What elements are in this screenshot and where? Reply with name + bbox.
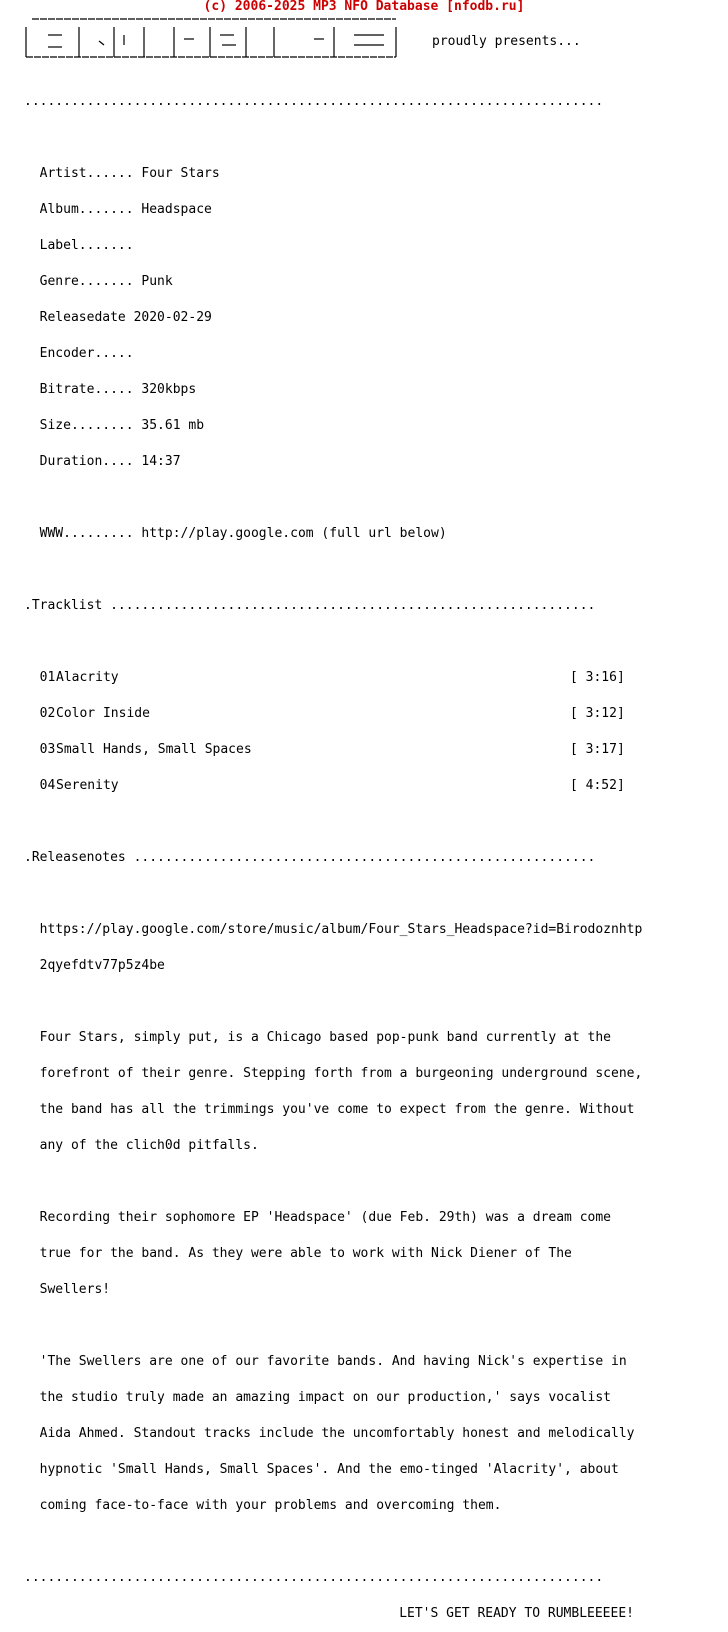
artist-row: Artist...... Four Stars — [39, 166, 220, 181]
paragraph-line: true for the band. As they were able to work with Nick Diener of The — [39, 1246, 572, 1261]
www-row: WWW......... http://play.google.com (full url below) — [39, 526, 447, 541]
bitrate-row: Bitrate..... 320kbps — [39, 382, 197, 397]
track-duration: [ 4:52] — [570, 778, 625, 793]
divider: .......................................................................... — [24, 1570, 604, 1585]
divider: .......................................................................... — [24, 94, 604, 109]
paragraph-line: Aida Ahmed. Standout tracks include the uncomfortably honest and melodically — [39, 1426, 635, 1441]
paragraph-line: any of the clich0d pitfalls. — [39, 1138, 259, 1153]
track-row: 01 Alacrity [ 3:16] — [24, 672, 634, 684]
releasenotes-heading: .Releasenotes ........................................................... — [24, 850, 596, 865]
track-row: 02 Color Inside [ 3:12] — [24, 708, 634, 720]
album-row: Album....... Headspace — [39, 202, 212, 217]
rumble-logo-art — [24, 13, 404, 63]
store-url-line2[interactable]: 2qyefdtv77p5z4be — [39, 958, 165, 973]
track-title: Serenity — [56, 778, 119, 793]
duration-value: 14:37 — [141, 454, 181, 469]
paragraph-line: Recording their sophomore EP 'Headspace' (due Feb. 29th) was a dream come — [39, 1210, 612, 1225]
releasedate-row: Releasedate 2020-02-29 — [39, 310, 212, 325]
duration-row: Duration.... 14:37 — [39, 454, 181, 469]
ascii-logo — [24, 13, 404, 68]
site-header: (c) 2006-2025 MP3 NFO Database [nfodb.ru] — [203, 0, 525, 14]
label-row: Label....... — [39, 238, 134, 253]
artist-value: Four Stars — [141, 166, 220, 181]
track-duration: [ 3:12] — [570, 706, 625, 721]
paragraph-line: hypnotic 'Small Hands, Small Spaces'. And the emo-tinged 'Alacrity', about — [39, 1462, 619, 1477]
genre-value: Punk — [141, 274, 173, 289]
nfo-body — [24, 72, 642, 1632]
store-url-line1[interactable]: https://play.google.com/store/music/album/Four_Stars_Headspace?id=Birodoznhtp — [39, 922, 643, 937]
paragraph-line: 'The Swellers are one of our favorite bands. And having Nick's expertise in — [39, 1354, 627, 1369]
track-title: Alacrity — [56, 670, 119, 685]
bitrate-value: 320kbps — [141, 382, 197, 397]
paragraph-line: Four Stars, simply put, is a Chicago based pop-punk band currently at the — [39, 1030, 612, 1045]
paragraph-line: the studio truly made an amazing impact on our production,' says vocalist — [39, 1390, 612, 1405]
album-value: Headspace — [141, 202, 212, 217]
paragraph-line: the band has all the trimmings you've come to expect from the genre. Without — [39, 1102, 635, 1117]
size-row: Size........ 35.61 mb — [39, 418, 205, 433]
size-value: 35.61 mb — [141, 418, 205, 433]
tracklist-heading: .Tracklist .............................................................. — [24, 598, 596, 613]
track-duration: [ 3:17] — [570, 742, 625, 757]
releasedate-value: 2020-02-29 — [133, 310, 212, 325]
track-title: Small Hands, Small Spaces — [56, 742, 252, 757]
closing-line: LET'S GET READY TO RUMBLEEEEE! — [399, 1606, 634, 1621]
paragraph-line: coming face-to-face with your problems and overcoming them. — [39, 1498, 502, 1513]
track-row: 04 Serenity [ 4:52] — [24, 780, 634, 792]
track-row: 03 Small Hands, Small Spaces [ 3:17] — [24, 744, 634, 756]
genre-row: Genre....... Punk — [39, 274, 173, 289]
track-duration: [ 3:16] — [570, 670, 625, 685]
paragraph-line: forefront of their genre. Stepping forth from a burgeoning underground scene, — [39, 1066, 643, 1081]
presents-text: proudly presents... — [432, 34, 581, 49]
www-value[interactable]: http://play.google.com (full url below) — [141, 526, 447, 541]
paragraph-line: Swellers! — [39, 1282, 111, 1297]
track-title: Color Inside — [56, 706, 150, 721]
encoder-row: Encoder..... — [39, 346, 134, 361]
